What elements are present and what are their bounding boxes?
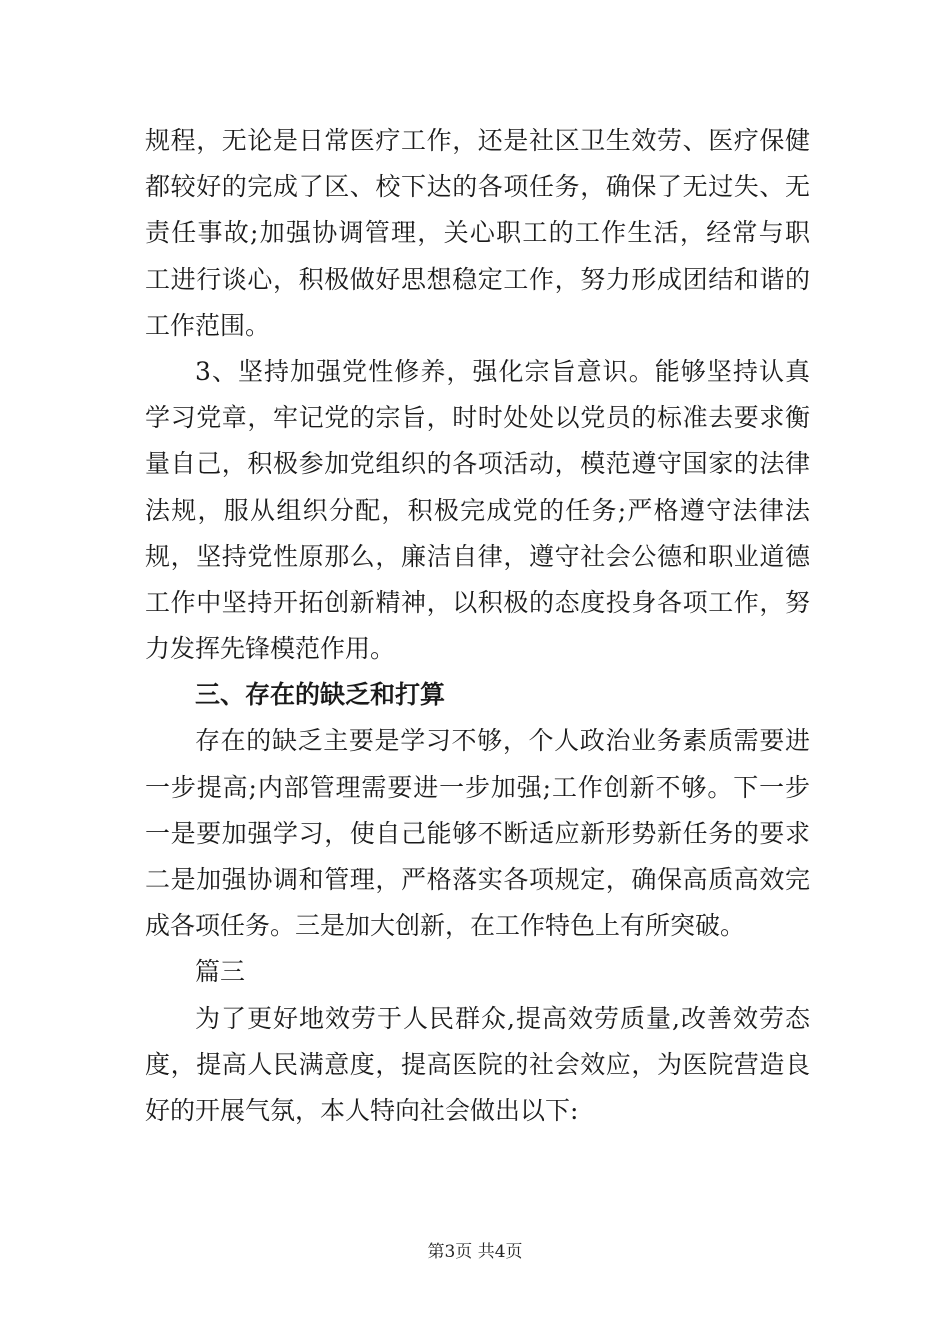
page-footer: [0, 1240, 950, 1264]
paragraph-start-line: 为了更好地效劳于人民群众,提高效劳质量,改善效劳态: [195, 1003, 810, 1033]
text-line: 一是要加强学习，使自己能够不断适应新形势新任务的要求: [145, 818, 810, 848]
text-line: 成各项任务。三是加大创新，在工作特色上有所突破。: [145, 911, 746, 941]
paragraph-start-line: 3、坚持加强党性修养，强化宗旨意识。能够坚持认真: [195, 356, 810, 386]
text-line: 规程，无论是日常医疗工作，还是社区卫生效劳、医疗保健: [145, 126, 810, 155]
text-line: 责任事故;加强协调管理，关心职工的工作生活，经常与职: [145, 218, 810, 248]
text-line: 量自己，积极参加党组织的各项活动，模范遵守国家的法律: [145, 449, 810, 479]
text-line: 工进行谈心，积极做好思想稳定工作，努力形成团结和谐的: [145, 264, 810, 294]
section-heading: 三、存在的缺乏和打算: [195, 680, 446, 710]
chapter-label: 篇三: [195, 957, 246, 987]
text-line: 二是加强协调和管理，严格落实各项规定，确保高质高效完: [145, 865, 810, 894]
text-line: 力发挥先锋模范作用。: [145, 634, 396, 664]
document-body: [145, 118, 810, 1134]
text-line: 规，坚持党性原那么，廉洁自律，遵守社会公德和职业道德: [145, 541, 810, 571]
text-line: 一步提高;内部管理需要进一步加强;工作创新不够。下一步: [145, 772, 810, 802]
text-line: 度，提高人民满意度，提高医院的社会效应，为医院营造良: [145, 1049, 810, 1079]
text-line: 好的开展气氛，本人特向社会做出以下:: [145, 1095, 579, 1125]
text-line: 工作范围。: [145, 310, 271, 340]
text-line: 工作中坚持开拓创新精神，以积极的态度投身各项工作，努: [145, 587, 810, 617]
text-line: 学习党章，牢记党的宗旨，时时处处以党员的标准去要求衡: [145, 403, 810, 433]
page-number: 第3页 共4页: [427, 1242, 523, 1262]
text-line: 法规，服从组织分配，积极完成党的任务;严格遵守法律法: [145, 495, 810, 525]
text-line: 都较好的完成了区、校下达的各项任务，确保了无过失、无: [145, 172, 810, 202]
paragraph-start-line: 存在的缺乏主要是学习不够，个人政治业务素质需要进: [195, 726, 810, 756]
